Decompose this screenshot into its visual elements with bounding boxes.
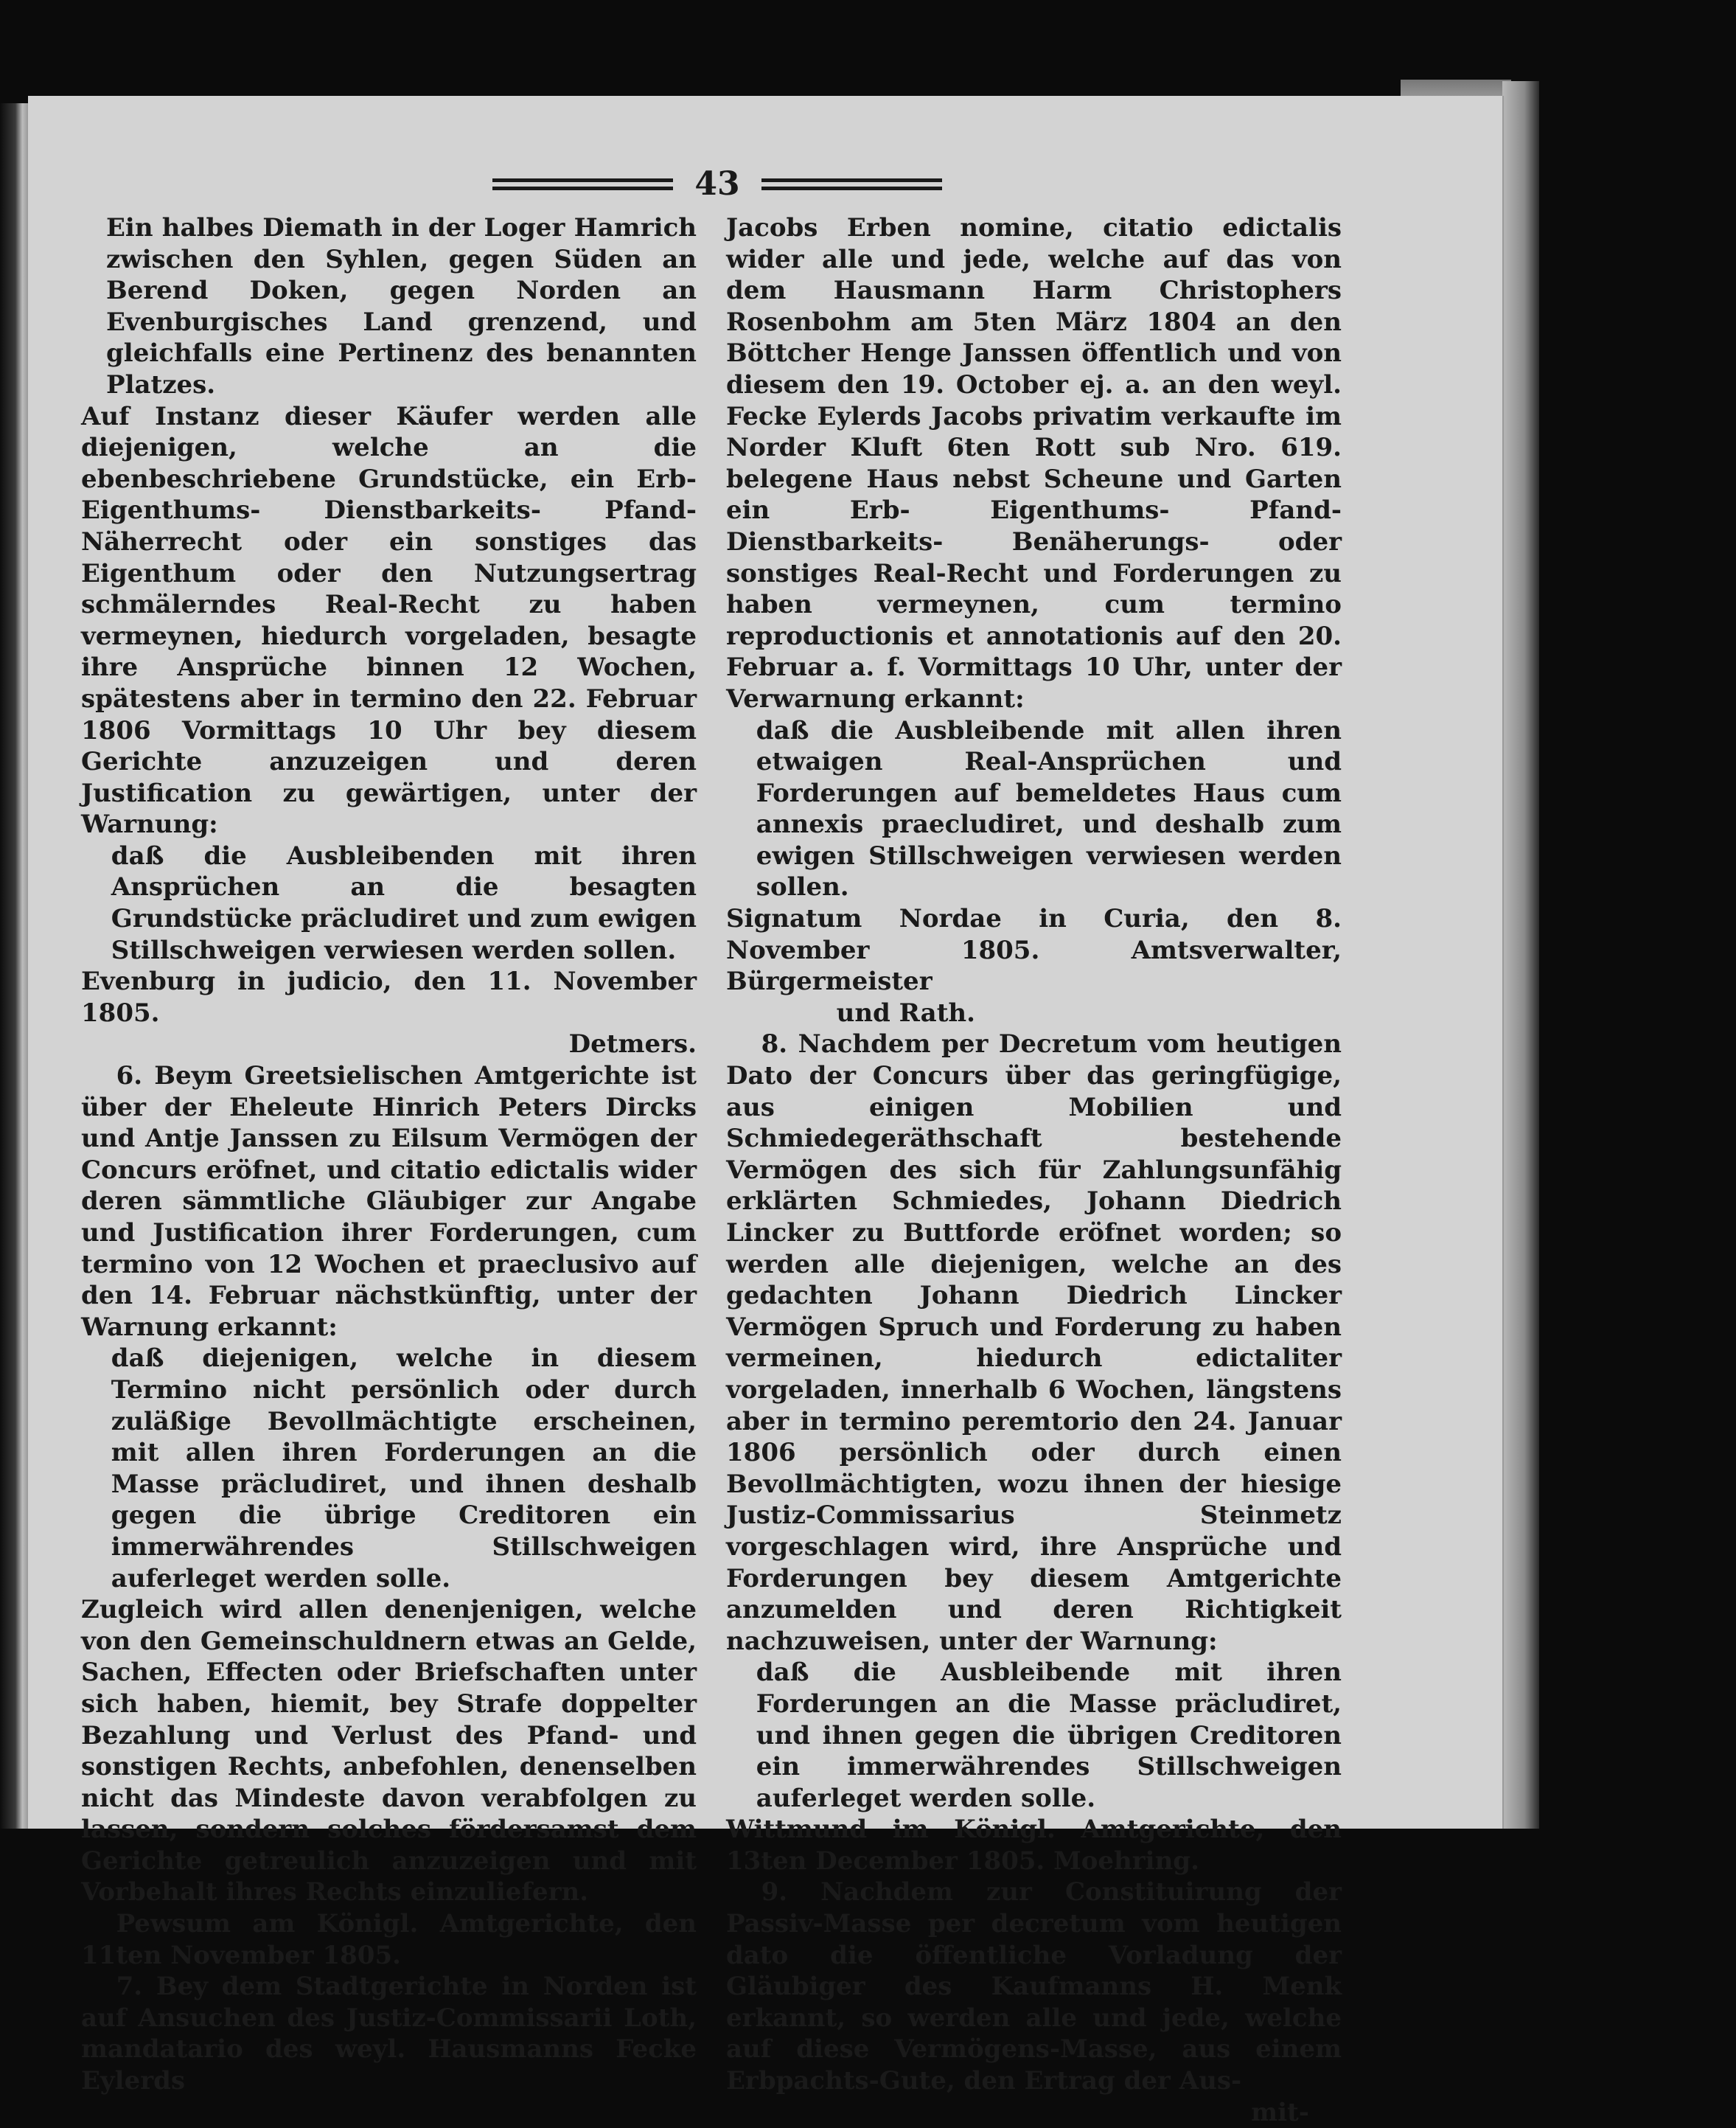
paragraph: 9. Nachdem zur Constituirung der Passiv-Masse per decretum vom heutigen dato die öffentliche Vorladung der Gläubiger des Kaufmanns H. Menk erkannt, so werden alle und jede, welche auf diese Vermögens-Masse, aus einem Erbpachts-Gute, den Ertrag der Aus- [726, 1877, 1342, 2096]
page-number: 43 [694, 165, 740, 203]
paragraph: Jacobs Erben nomine, citatio edictalis wider alle und jede, welche auf das von dem Hausmann Harm Christophers Rosenbohm am 5ten März 1804 an den Böttcher Henge Janssen öffentlich und von diesem den 19. October ej. a. an den weyl. Fecke Eylerds Jacobs privatim verkaufte im Norder Kluft 6ten Rott sub Nro. 619. belegene Haus nebst Scheune und Garten ein Erb- Eigenthums- Pfand- Dienstbarkeits- Benäherungs- oder sonstiges Real-Recht und Forderungen zu haben vermeynen, cum termino reproductionis et annotationis auf den 20. Februar a. f. Vormittags 10 Uhr, unter der Verwarnung erkannt: [726, 213, 1342, 714]
paragraph: 6. Beym Greetsielischen Amtgerichte ist über der Eheleute Hinrich Peters Dircks und Antje Janssen zu Eilsum Vermögen der Concurs eröfnet, und citatio edictalis wider deren sämmtliche Gläubiger zur Angabe und Justification ihrer Forderungen, cum termino von 12 Wochen et praeclusivo auf den 14. Februar nächstkünftig, unter der Warnung erkannt: [81, 1061, 697, 1342]
paragraph: 7. Bey dem Stadtgerichte in Norden ist auf Ansuchen des Justiz-Commissarii Loth, mandatario des weyl. Hausmanns Fecke Eylerds [81, 1972, 697, 2096]
paragraph: Zugleich wird allen denenjenigen, welche von den Gemeinschuldnern etwas an Gelde, Sachen, Effecten oder Briefschaften unter sich haben, hiemit, bey Strafe doppelter Bezahlung und Verlust des Pfand- und sonstigen Rechts, anbefohlen, denenselben nicht das Mindeste davon verabfolgen zu lassen, sondern solches fördersamst dem Gerichte getreulich anzuzeigen und mit Vorbehalt ihres Rechts einzuliefern. [81, 1595, 697, 1908]
paragraph: 8. Nachdem per Decretum vom heutigen Dato der Concurs über das geringfügige, aus einigen Mobilien und Schmiedegeräthschaft bestehende Vermögen des sich für Zahlungsunfähig erklärten Schmiedes, Johann Diedrich Lincker zu Buttforde eröfnet worden; so werden alle diejenigen, welche an des gedachten Johann Diedrich Lincker Vermögen Spruch und Forderung zu haben vermeinen, hiedurch edictaliter vorgeladen, innerhalb 6 Wochen, längstens aber in termino peremtorio den 24. Januar 1806 persönlich oder durch einen Bevollmächtigten, wozu ihnen der hiesige Justiz-Commissarius Steinmetz vorgeschlagen wird, ihre Ansprüche und Forderungen bey diesem Amtgerichte anzumelden und deren Richtigkeit nachzuweisen, unter der Warnung: [726, 1029, 1342, 1656]
paragraph: Pewsum am Königl. Amtgerichte, den 11ten November 1805. [81, 1909, 697, 1970]
right-column [726, 212, 1342, 2128]
book-spine-shadow [0, 103, 28, 1829]
page-header [492, 165, 942, 203]
paragraph: Wittmund im Königl. Amtgerichte, den 13ten December 1805. Moehring. [726, 1815, 1342, 1876]
header-rule-left [492, 178, 673, 190]
paragraph: Evenburg in judicio, den 11. November 1805. [81, 967, 697, 1028]
paragraph: Ein halbes Diemath in der Loger Hamrich zwischen den Syhlen, gegen Süden an Berend Doken, gegen Norden an Evenburgisches Land grenzend, und gleichfalls eine Pertinenz des benannten Platzes. [106, 213, 697, 400]
paragraph: Auf Instanz dieser Käufer werden alle diejenigen, welche an die ebenbeschriebene Grundstücke, ein Erb- Eigenthums- Dienstbarkeits- Pfand- Näherrecht oder ein sonstiges das Eigenthum oder den Nutzungsertrag schmälerndes Real-Recht zu haben vermeynen, hiedurch vorgeladen, besagte ihre Ansprüche binnen 12 Wochen, spätestens aber in termino den 22. Februar 1806 Vormittags 10 Uhr bey diesem Gerichte anzuzeigen und deren Justification zu gewärtigen, unter der Warnung: [81, 401, 697, 840]
paragraph: Detmers. [568, 1029, 697, 1060]
paragraph: und Rath. [836, 998, 975, 1028]
left-column [81, 212, 697, 2097]
header-rule-right [761, 178, 942, 190]
page-edge [1502, 81, 1539, 1829]
paragraph: mit- [1251, 2097, 1309, 2127]
paragraph: daß die Ausbleibende mit ihren Forderungen an die Masse präcludiret, und ihnen gegen die übrigen Creditoren ein immerwährendes Stillschweigen auferleget werden solle. [756, 1658, 1342, 1813]
paragraph: Signatum Nordae in Curia, den 8. November 1805. Amtsverwalter, Bürgermeister [726, 904, 1342, 997]
paragraph: daß die Ausbleibende mit allen ihren etwaigen Real-Ansprüchen und Forderungen auf bemeldetes Haus cum annexis praecludiret, und deshalb zum ewigen Stillschweigen verwiesen werden sollen. [756, 715, 1342, 903]
paragraph: daß die Ausbleibenden mit ihren Ansprüchen an die besagten Grundstücke präcludiret und zum ewigen Stillschweigen verwiesen werden sollen. [111, 841, 697, 965]
paragraph: daß diejenigen, welche in diesem Termino nicht persönlich oder durch zuläßige Bevollmächtigte erscheinen, mit allen ihren Forderungen an die Masse präcludiret, und ihnen deshalb gegen die übrige Creditoren ein immerwährendes Stillschweigen auferleget werden solle. [111, 1343, 697, 1593]
